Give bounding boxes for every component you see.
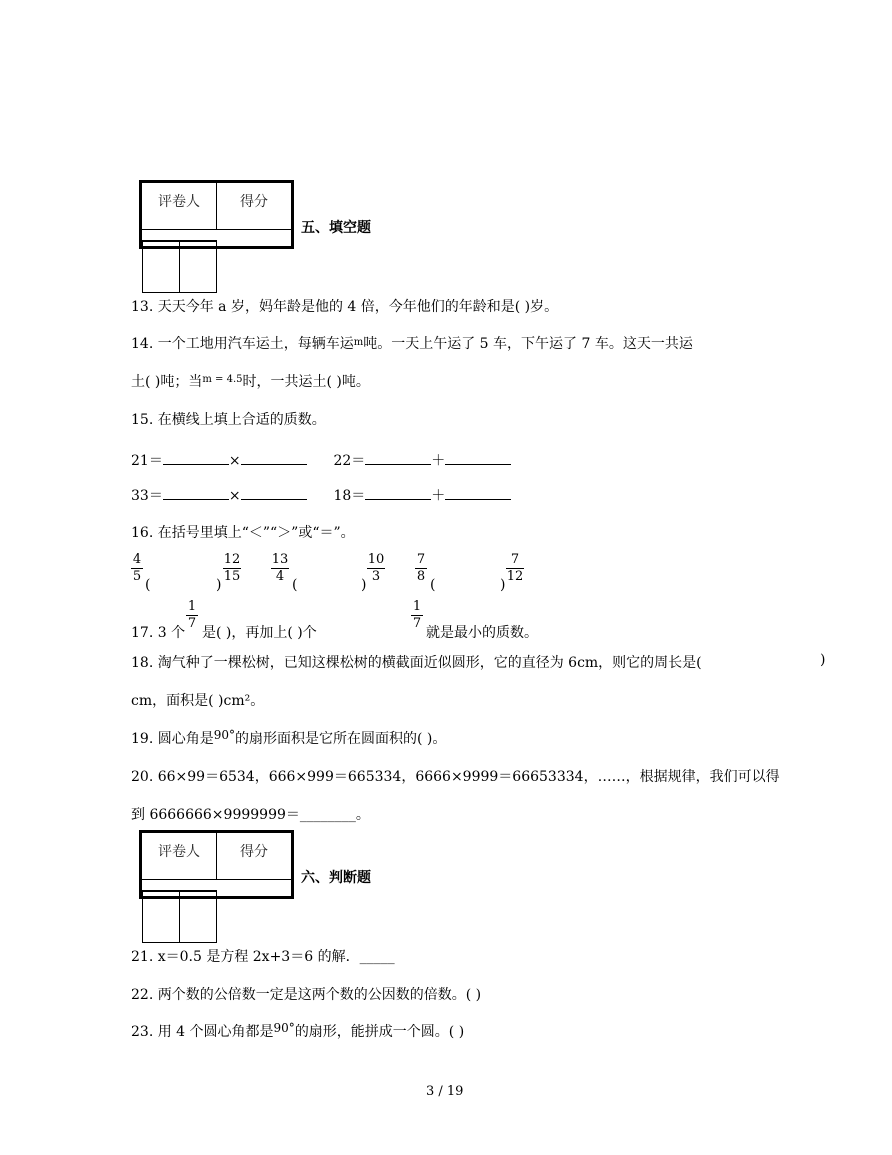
fraction-numerator: 12 — [223, 552, 241, 567]
answer-blank[interactable] — [163, 498, 229, 500]
question-23 — [131, 1021, 464, 1041]
answer-blank[interactable] — [241, 498, 307, 500]
q15-expr-33: 33＝ — [131, 488, 163, 504]
question-21: 21. x＝0.5 是方程 2x+3＝6 的解．_____ — [131, 949, 395, 965]
grader-header: 评卷人 — [141, 182, 217, 230]
fraction-1-7 — [186, 600, 198, 631]
q23-text-a: 23. 用 4 个圆心角都是 — [131, 1024, 274, 1040]
fraction-denominator: 12 — [506, 569, 524, 584]
question-18-line2: cm，面积是( )cm²。 — [131, 693, 265, 709]
times-sign: × — [228, 453, 241, 469]
score-cell — [179, 241, 216, 293]
question-14-line2 — [131, 371, 370, 391]
q17-text-c: 就是最小的质数。 — [426, 625, 538, 641]
fraction-7-8 — [415, 553, 427, 584]
q15-expr-22: 22＝ — [333, 453, 366, 469]
times-sign: × — [228, 488, 241, 504]
answer-blank[interactable] — [445, 463, 511, 465]
q14-text-c: 土( )吨；当 — [131, 374, 203, 390]
question-15: 15. 在横线上填上合适的质数。 — [131, 412, 326, 428]
open-paren: ( — [430, 577, 436, 593]
grader-cell — [143, 241, 180, 293]
fraction-7-12 — [506, 553, 524, 584]
q17-text-a: 17. 3 个 — [131, 625, 186, 641]
answer-blank[interactable] — [365, 498, 431, 500]
section6-title: 六、判断题 — [301, 870, 371, 886]
fraction-10-3 — [367, 553, 385, 584]
fraction-denominator: 3 — [371, 569, 381, 584]
q17-text-b: 是( )，再加上( )个 — [202, 625, 317, 641]
score-table-section6 — [139, 830, 294, 899]
fraction-denominator: 15 — [223, 569, 241, 584]
q14-text-a: 14. 一个工地用汽车运土，每辆车运 — [131, 336, 354, 352]
plus-sign: ＋ — [431, 488, 446, 504]
close-paren: ) — [500, 577, 506, 593]
question-18-line1: 18. 淘气种了一棵松树，已知这棵松树的横截面近似圆形，它的直径为 6cm，则它的周长是( — [131, 655, 702, 671]
score-header: 得分 — [217, 832, 293, 880]
question-16: 16. 在括号里填上“＜”“＞”或“＝”。 — [131, 525, 355, 541]
answer-blank[interactable] — [163, 463, 229, 465]
q15-row2 — [131, 485, 511, 505]
page-number: 3 / 19 — [426, 1084, 464, 1099]
q14-condition: m = 4.5 — [202, 374, 243, 385]
question-22: 22. 两个数的公倍数一定是这两个数的公因数的倍数。( ) — [131, 987, 482, 1003]
question-13: 13. 天天今年 a 岁，妈年龄是他的 4 倍，今年他们的年龄和是( )岁。 — [131, 299, 559, 315]
fraction-12-15 — [223, 553, 241, 584]
open-paren: ( — [292, 577, 298, 593]
fraction-numerator: 4 — [132, 552, 142, 567]
fraction-numerator: 7 — [510, 552, 520, 567]
answer-blank[interactable] — [241, 463, 307, 465]
fraction-4-5 — [131, 553, 143, 584]
close-paren: ) — [216, 577, 222, 593]
q18-close-paren: ) — [820, 652, 826, 668]
answer-blank[interactable] — [445, 498, 511, 500]
question-19 — [131, 728, 446, 748]
score-cell — [179, 891, 216, 943]
q19-text-b: 的扇形面积是它所在圆面积的( )。 — [235, 731, 447, 747]
question-20-line1: 20. 66×99＝6534，666×999＝665334，6666×9999＝66653334，……，根据规律，我们可以得 — [131, 769, 780, 785]
fraction-numerator: 1 — [412, 599, 422, 614]
q14-var-m: m — [353, 337, 364, 348]
close-paren: ) — [361, 577, 367, 593]
angle-90: 90° — [273, 1021, 295, 1035]
q14-text-b: 吨。一天上午运了 5 车，下午运了 7 车。这天一共运 — [363, 336, 693, 352]
q19-text-a: 19. 圆心角是 — [131, 731, 214, 747]
fraction-numerator: 10 — [367, 552, 385, 567]
plus-sign: ＋ — [431, 453, 446, 469]
fraction-13-4 — [271, 553, 289, 584]
open-paren: ( — [145, 577, 151, 593]
fraction-numerator: 7 — [416, 552, 426, 567]
angle-90: 90° — [213, 728, 235, 742]
answer-blank[interactable] — [365, 463, 431, 465]
fraction-1-7 — [411, 600, 423, 631]
q15-expr-18: 18＝ — [333, 488, 366, 504]
q23-text-b: 的扇形，能拼成一个圆。( ) — [294, 1024, 465, 1040]
fraction-numerator: 1 — [187, 599, 197, 614]
fraction-denominator: 4 — [275, 569, 285, 584]
fraction-denominator: 7 — [412, 616, 422, 631]
q15-expr-21: 21＝ — [131, 453, 163, 469]
fraction-denominator: 5 — [132, 569, 142, 584]
score-header: 得分 — [217, 182, 293, 230]
grader-header: 评卷人 — [141, 832, 217, 880]
score-table-section5 — [139, 180, 294, 249]
q15-row1 — [131, 450, 511, 470]
q14-text-d: 时，一共运土( )吨。 — [242, 374, 370, 390]
fraction-numerator: 13 — [271, 552, 289, 567]
question-14-line1 — [131, 333, 693, 353]
grader-cell — [143, 891, 180, 943]
fraction-denominator: 7 — [187, 616, 197, 631]
question-20-line2: 到 6666666×9999999＝________。 — [131, 807, 370, 823]
section5-title: 五、填空题 — [301, 220, 371, 236]
fraction-denominator: 8 — [416, 569, 426, 584]
